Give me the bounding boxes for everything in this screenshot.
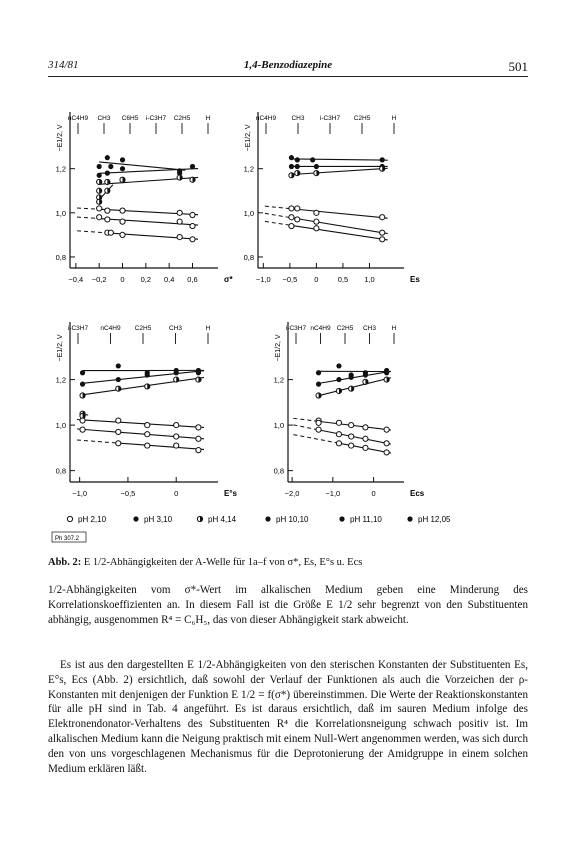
data-point-filled <box>196 370 201 375</box>
substituent-label: C2H5 <box>353 115 371 122</box>
data-point-open <box>145 432 150 437</box>
y-tick-label: 1,2 <box>243 164 254 174</box>
page-header <box>48 59 528 77</box>
data-point-open <box>336 432 341 437</box>
data-point-filled <box>190 164 195 169</box>
data-point-open <box>116 429 121 434</box>
caption-label: Abb. 2: <box>48 557 82 568</box>
substituent-label: C2H5 <box>336 325 354 332</box>
x-tick-label: 0 <box>120 275 125 284</box>
x-tick-label: 0,2 <box>140 275 152 284</box>
x-tick-label: 1,0 <box>364 275 375 284</box>
substituent-label: i-C3H7 <box>285 325 307 332</box>
fit-line <box>319 378 391 396</box>
fit-line-extension <box>77 440 118 443</box>
substituent-label: i-C3H7 <box>145 115 167 122</box>
data-point-filled <box>145 372 150 377</box>
data-point-filled <box>363 372 368 377</box>
substituent-label: i-C3H7 <box>319 115 341 122</box>
data-point-open <box>116 418 121 423</box>
data-point-filled <box>289 155 294 160</box>
caption-text: E 1/2-Abhängigkeiten der A-Welle für 1a–f von σ*, Es, E°s u. Ecs <box>83 557 363 568</box>
data-point-open <box>177 235 182 240</box>
data-point-open <box>314 226 319 231</box>
data-point-open <box>336 420 341 425</box>
data-point-open <box>177 219 182 224</box>
data-point-filled <box>80 370 85 375</box>
y-tick-label: 0,8 <box>55 466 66 476</box>
x-tick-label: 0,5 <box>337 275 349 284</box>
substituent-label: nC4H9 <box>100 325 121 332</box>
data-point-open <box>289 223 294 228</box>
data-point-open <box>120 219 125 224</box>
legend-label: pH 2,10 <box>78 515 107 524</box>
x-tick-label: −1,0 <box>72 489 88 498</box>
legend-marker-filled <box>407 516 412 521</box>
data-point-open <box>120 208 125 213</box>
data-point-open <box>97 215 102 220</box>
fit-line <box>291 218 387 234</box>
substituent-label: H <box>205 325 211 332</box>
data-point-filled <box>380 157 385 162</box>
fit-line-extension <box>265 213 292 217</box>
data-point-open <box>380 230 385 235</box>
data-point-open <box>316 420 321 425</box>
data-point-open <box>314 210 319 215</box>
legend-marker-filled <box>265 516 270 521</box>
data-point-open <box>289 206 294 211</box>
x-tick-label: 0 <box>314 275 319 284</box>
x-tick-label: −0,4 <box>68 275 84 284</box>
substituent-label: nC4H9 <box>67 115 89 122</box>
y-tick-label: 1,0 <box>243 208 254 218</box>
x-axis-label: Es <box>410 275 420 284</box>
data-point-filled <box>120 157 125 162</box>
y-tick-label: 1,2 <box>273 375 284 385</box>
data-point-open <box>289 215 294 220</box>
data-point-filled <box>316 370 321 375</box>
fit-line <box>319 421 391 430</box>
data-point-filled <box>108 164 113 169</box>
substituent-label: nC4H9 <box>310 325 331 332</box>
header-rule <box>48 76 528 77</box>
fit-line-extension <box>293 425 318 430</box>
data-point-filled <box>105 155 110 160</box>
fit-line <box>291 209 387 218</box>
y-axis-label: −E1/2, V <box>57 334 64 362</box>
data-point-filled <box>174 370 179 375</box>
data-point-open <box>190 223 195 228</box>
data-point-filled <box>384 370 389 375</box>
fit-line <box>83 420 204 428</box>
data-point-open <box>349 423 354 428</box>
fit-line <box>83 371 204 384</box>
data-point-open <box>105 208 110 213</box>
data-point-open <box>174 443 179 448</box>
substituent-label: C2H5 <box>134 325 152 332</box>
data-point-open <box>116 441 121 446</box>
legend-label: pH 3,10 <box>144 515 173 524</box>
x-tick-label: −0,5 <box>282 275 298 284</box>
data-point-open <box>145 443 150 448</box>
data-point-open <box>190 212 195 217</box>
data-point-open <box>349 434 354 439</box>
x-tick-label: 0 <box>371 489 376 498</box>
fit-line <box>99 169 198 174</box>
fit-line <box>291 168 387 174</box>
data-point-open <box>196 448 201 453</box>
data-point-open <box>97 206 102 211</box>
substituent-label: C6H5 <box>121 115 139 122</box>
data-point-filled <box>289 164 294 169</box>
legend-label: pH 12,05 <box>418 515 451 524</box>
data-point-open <box>363 425 368 430</box>
x-tick-label: −2,0 <box>284 489 300 498</box>
x-tick-label: 0,4 <box>163 275 175 284</box>
data-point-open <box>363 445 368 450</box>
data-point-filled <box>97 164 102 169</box>
data-point-open <box>196 425 201 430</box>
legend-label: pH 10,10 <box>276 515 309 524</box>
page-number: 501 <box>508 59 528 74</box>
y-tick-label: 1,0 <box>273 421 284 431</box>
data-point-open <box>108 230 113 235</box>
y-axis-label: −E1/2, V <box>275 334 282 362</box>
figure-abb-2 <box>48 82 528 552</box>
data-point-open <box>384 450 389 455</box>
y-tick-label: 1,0 <box>55 421 66 431</box>
data-point-open <box>380 215 385 220</box>
fit-line <box>99 219 198 226</box>
data-point-filled <box>314 164 319 169</box>
data-point-filled <box>120 166 125 171</box>
journal-ref: 314/81 <box>48 59 79 71</box>
data-point-filled <box>105 171 110 176</box>
fit-line <box>99 177 198 184</box>
data-point-open <box>174 434 179 439</box>
fit-line-extension <box>77 217 99 218</box>
x-tick-label: −0,2 <box>91 275 107 284</box>
data-point-open <box>174 423 179 428</box>
x-tick-label: −1,0 <box>255 275 271 284</box>
data-point-open <box>380 237 385 242</box>
y-axis-label: −E1/2, V <box>57 124 64 152</box>
fit-line <box>319 371 391 383</box>
fit-line <box>319 430 391 444</box>
figure-id-label: Ph 307.2 <box>55 536 80 542</box>
fit-line <box>118 443 204 449</box>
legend-label: pH 11,10 <box>350 515 382 524</box>
data-point-open <box>316 427 321 432</box>
data-point-open <box>384 441 389 446</box>
y-tick-label: 0,8 <box>243 252 254 262</box>
fit-line-extension <box>265 206 292 209</box>
fit-line <box>83 377 204 394</box>
substituent-label: H <box>391 325 397 332</box>
y-axis-label: −E1/2, V <box>245 124 252 152</box>
data-point-open <box>314 219 319 224</box>
data-point-open <box>384 427 389 432</box>
legend-marker-filled <box>133 516 138 521</box>
x-axis-label: E°s <box>224 489 237 498</box>
data-point-open <box>295 206 300 211</box>
substituent-label: i-C3H7 <box>67 325 89 332</box>
substituent-label: CH3 <box>291 115 305 122</box>
data-point-filled <box>116 363 121 368</box>
data-point-open <box>105 217 110 222</box>
data-point-filled <box>310 157 315 162</box>
fit-line <box>291 159 387 160</box>
data-point-filled <box>295 164 300 169</box>
data-point-open <box>80 427 85 432</box>
y-tick-label: 1,2 <box>55 375 66 385</box>
x-tick-label: −1,0 <box>325 489 341 498</box>
data-point-filled <box>295 157 300 162</box>
legend-marker-open <box>67 516 72 521</box>
fit-line-extension <box>77 231 107 233</box>
data-point-filled <box>316 382 321 387</box>
data-point-filled <box>116 377 121 382</box>
x-axis-label: σ* <box>224 275 233 284</box>
body-paragraph-1: 1/2-Abhängigkeiten vom σ*-Wert im alkalischen Medium geben eine Minderung des Korrelationskoeffizienten an. In diesem Fall ist die Größe E 1/2 sehr begrenzt von den Substituenten abhängig, ausgenommen R⁴ = C₆H₅, das von dieser Abhängigkeit stark abweicht. <box>48 584 528 626</box>
data-point-open <box>145 423 150 428</box>
fit-line-extension <box>293 435 339 444</box>
fit-line <box>99 209 198 214</box>
y-tick-label: 1,0 <box>55 208 66 218</box>
figure-caption <box>48 557 528 568</box>
x-tick-label: 0 <box>174 489 179 498</box>
data-point-open <box>177 210 182 215</box>
substituent-label: CH3 <box>168 325 183 332</box>
data-point-filled <box>336 363 341 368</box>
fit-line-extension <box>265 221 292 225</box>
data-point-open <box>196 436 201 441</box>
fit-line-extension <box>77 208 99 209</box>
data-point-filled <box>80 382 85 387</box>
y-tick-label: 0,8 <box>273 466 284 476</box>
fit-line <box>291 225 387 239</box>
running-title: 1,4-Benzodiazepine <box>243 59 333 71</box>
substituent-label: CH3 <box>97 115 111 122</box>
legend-marker-filled <box>339 516 344 521</box>
data-point-open <box>120 232 125 237</box>
data-point-open <box>190 237 195 242</box>
data-point-open <box>336 441 341 446</box>
data-point-filled <box>97 173 102 178</box>
substituent-label: nC4H9 <box>255 115 277 122</box>
fit-line-extension <box>293 418 318 421</box>
data-point-open <box>363 436 368 441</box>
y-tick-label: 0,8 <box>55 252 66 262</box>
x-tick-label: 0,6 <box>187 275 198 284</box>
data-point-filled <box>336 377 341 382</box>
legend-label: pH 4,14 <box>208 515 237 524</box>
substituent-label: H <box>391 115 397 122</box>
data-point-open <box>295 217 300 222</box>
data-point-filled <box>349 375 354 380</box>
data-point-open <box>80 418 85 423</box>
substituent-label: H <box>205 115 211 122</box>
substituent-label: C2H5 <box>173 115 191 122</box>
x-axis-label: Ecs <box>410 489 425 498</box>
body-paragraph-2: Es ist aus den dargestellten E 1/2-Abhängigkeiten von den sterischen Konstanten der Substituenten Es, E°s, Ecs (Abb. 2) ersichtlich, daß sowohl der Verlauf der Funktionen als auch die Vorzeichen der ρ-Konstanten mit denjenigen der Funktion E 1/2 = f(σ*) übereinstimmen. Die Werte der Reaktionskonstanten für alle pH sind in Tab. 4 angeführt. Es ist daraus ersichtlich, daß im sauren Medium infolge des Elektronendonator-Verhaltens des Substituenten R⁴ die Korrelationsneigung schwach positiv ist. Im alkalischen Medium kann die Neigung praktisch mit einem Null-Wert angenommen werden, was sich durch den von uns vorgeschlagenen Mechanismus für die Deprotonierung der Amidgruppe in einem solchen Medium erklären läßt. <box>48 659 528 775</box>
x-tick-label: −0,5 <box>120 489 136 498</box>
y-tick-label: 1,2 <box>55 164 66 174</box>
fit-line <box>83 429 204 438</box>
substituent-label: CH3 <box>362 325 377 332</box>
data-point-open <box>349 443 354 448</box>
